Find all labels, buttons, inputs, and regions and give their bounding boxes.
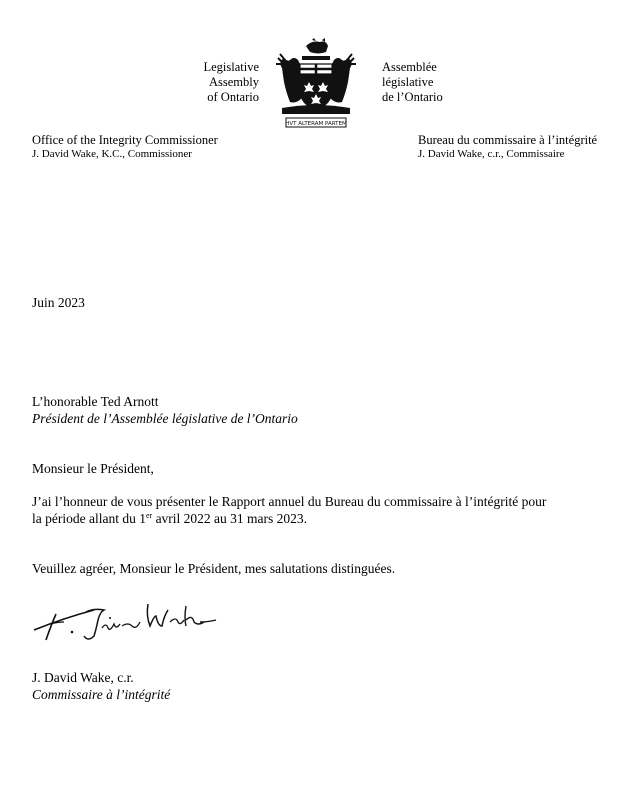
header-english-line: Legislative xyxy=(203,60,259,74)
office-french-title: Bureau du commissaire à l’intégrité xyxy=(418,133,598,147)
header-french-line: de l’Ontario xyxy=(382,90,443,104)
header-french-line: législative xyxy=(382,75,434,89)
header-french xyxy=(382,60,443,105)
header-english-line: of Ontario xyxy=(207,90,259,104)
closing: Veuillez agréer, Monsieur le Président, mes salutations distinguées. xyxy=(32,561,396,576)
salutation: Monsieur le Président, xyxy=(32,461,154,476)
office-english-title: Office of the Integrity Commissioner xyxy=(32,133,218,147)
office-english-commissioner: J. David Wake, K.C., Commissioner xyxy=(32,148,192,160)
recipient-title: Président de l’Assemblée législative de l’Ontario xyxy=(32,411,298,426)
office-french-commissioner: J. David Wake, c.r., Commissaire xyxy=(418,148,565,160)
signer-title: Commissaire à l’intégrité xyxy=(32,687,171,702)
paragraph-line-2-end: avril 2022 au 31 mars 2023. xyxy=(152,511,308,526)
office-english xyxy=(32,133,218,161)
header-french-line: Assemblée xyxy=(382,60,437,74)
ontario-crest-logo xyxy=(276,38,356,130)
header-english-line: Assembly xyxy=(209,75,259,89)
recipient-name: L’honorable Ted Arnott xyxy=(32,394,159,409)
signer-name: J. David Wake, c.r. xyxy=(32,670,134,685)
handwritten-signature xyxy=(30,592,220,648)
crest-motto: HVT ALTERAM PARTEM xyxy=(285,121,347,127)
letter-date: Juin 2023 xyxy=(32,295,85,310)
office-french xyxy=(418,133,597,161)
paragraph-line-2-start: la période allant du 1 xyxy=(32,511,146,526)
paragraph-line-2 xyxy=(32,510,307,527)
paragraph-line-1: J’ai l’honneur de vous présenter le Rapport annuel du Bureau du commissaire à l’intégrité pour xyxy=(32,494,547,509)
header-english xyxy=(203,60,259,105)
ordinal-superscript: er xyxy=(145,511,153,520)
